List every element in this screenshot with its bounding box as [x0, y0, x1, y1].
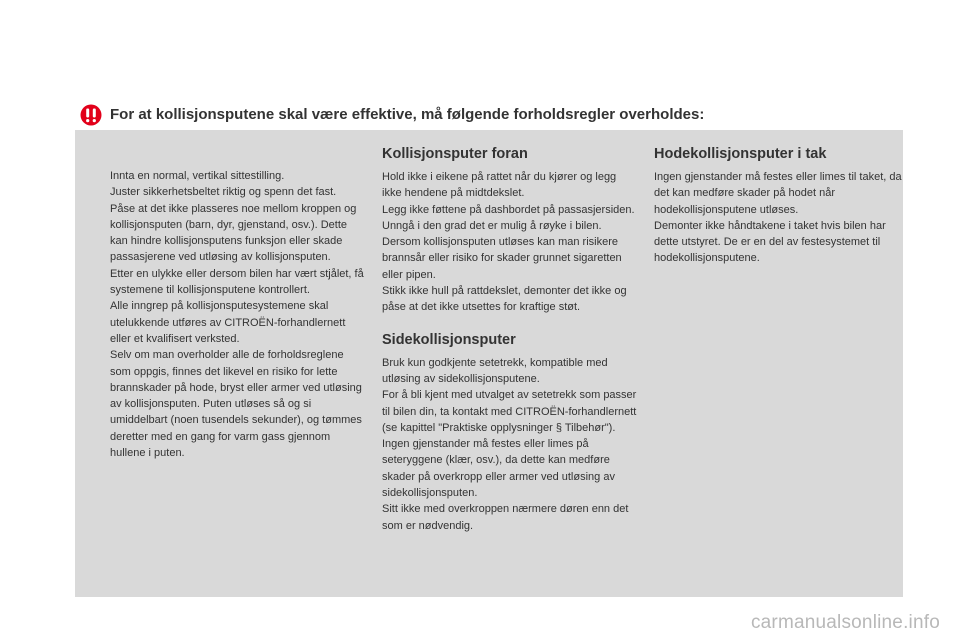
site-watermark: carmanualsonline.info: [750, 612, 940, 633]
general-precautions-text: Innta en normal, vertikal sittestilling. Juster sikkerhetsbeltet riktig og spenn det fast. Påse at det ikke plasseres noe mellom kroppen og kollisjonsputen (barn, dyr, gjenstand, osv.). Dette kan hindre kollisjonsputens funksjon eller skade passasjerene ved utløsing av kollisjonsputen. Etter en ulykke eller dersom bilen har vært stjålet, få systemene til kollisjonsputene kontrollert. Alle inngrep på kollisjonsputesystemene skal utelukkende utføres av CITROËN-forhandlernett eller et kvalifisert verksted. Selv om man overholder alle de forholdsreglene som oppgis, finnes det likevel en risiko for lette brannskader på hode, bryst eller armer ved utløsing av kollisjonsputen. Puten utløses så og si umiddelbart (noen tusendels sekunder), og tømmes deretter med en gang for varm gass gjennom hullene i puten.: [110, 170, 364, 460]
precautions-heading: For at kollisjonsputene skal være effektive, må følgende forholdsregler overholdes:: [110, 106, 705, 123]
side-airbags-text: Bruk kun godkjente setetrekk, kompatible med utløsing av sidekollisjonsputene. For å bli kjent med utvalget av setetrekk som passer til bilen din, ta kontakt med CITROËN-forhandlernett (se kapittel "Praktiske opplysninger § Tilbehør"). Ingen gjenstander må festes eller limes på seteryggene (klær, osv.), da dette kan medføre skader på overkropp eller armer ved utløsing av sidekollisjonsputen. Sitt ikke med overkroppen nærmere døren enn det som er nødvendig.: [382, 356, 637, 532]
front-airbags-text: Hold ikke i eikene på rattet når du kjører og legg ikke hendene på midtdekslet. Legg ikke føttene på dashbordet på passasjersiden. Unngå i den grad det er mulig å røyke i bilen. Dersom kollisjonsputen utløses kan man risikere brannsår eller risiko for skader grunnet sigaretten eller pipen. Stikk ikke hull på rattdekslet, demonter det ikke og påse at det ikke utsettes for kraftige støt.: [382, 171, 635, 314]
curtain-airbags-title: Hodekollisjonsputer i tak: [654, 146, 827, 162]
curtain-airbags-text: Ingen gjenstander må festes eller limes til taket, da det kan medføre skader på hodet når hodekollisjonsputene utløses. Demonter ikke håndtakene i taket hvis bilen har dette utstyret. De er en del av festesystemet til hodekollisjonsputene.: [654, 171, 902, 265]
warning-exclamation-icon: [80, 104, 102, 126]
airbags-column: [382, 142, 637, 534]
curtain-airbags-column: [654, 142, 904, 267]
front-airbags-title: Kollisjonsputer foran: [382, 146, 528, 162]
side-airbags-title: Sidekollisjonsputer: [382, 331, 516, 348]
general-precautions-column: [110, 168, 365, 461]
